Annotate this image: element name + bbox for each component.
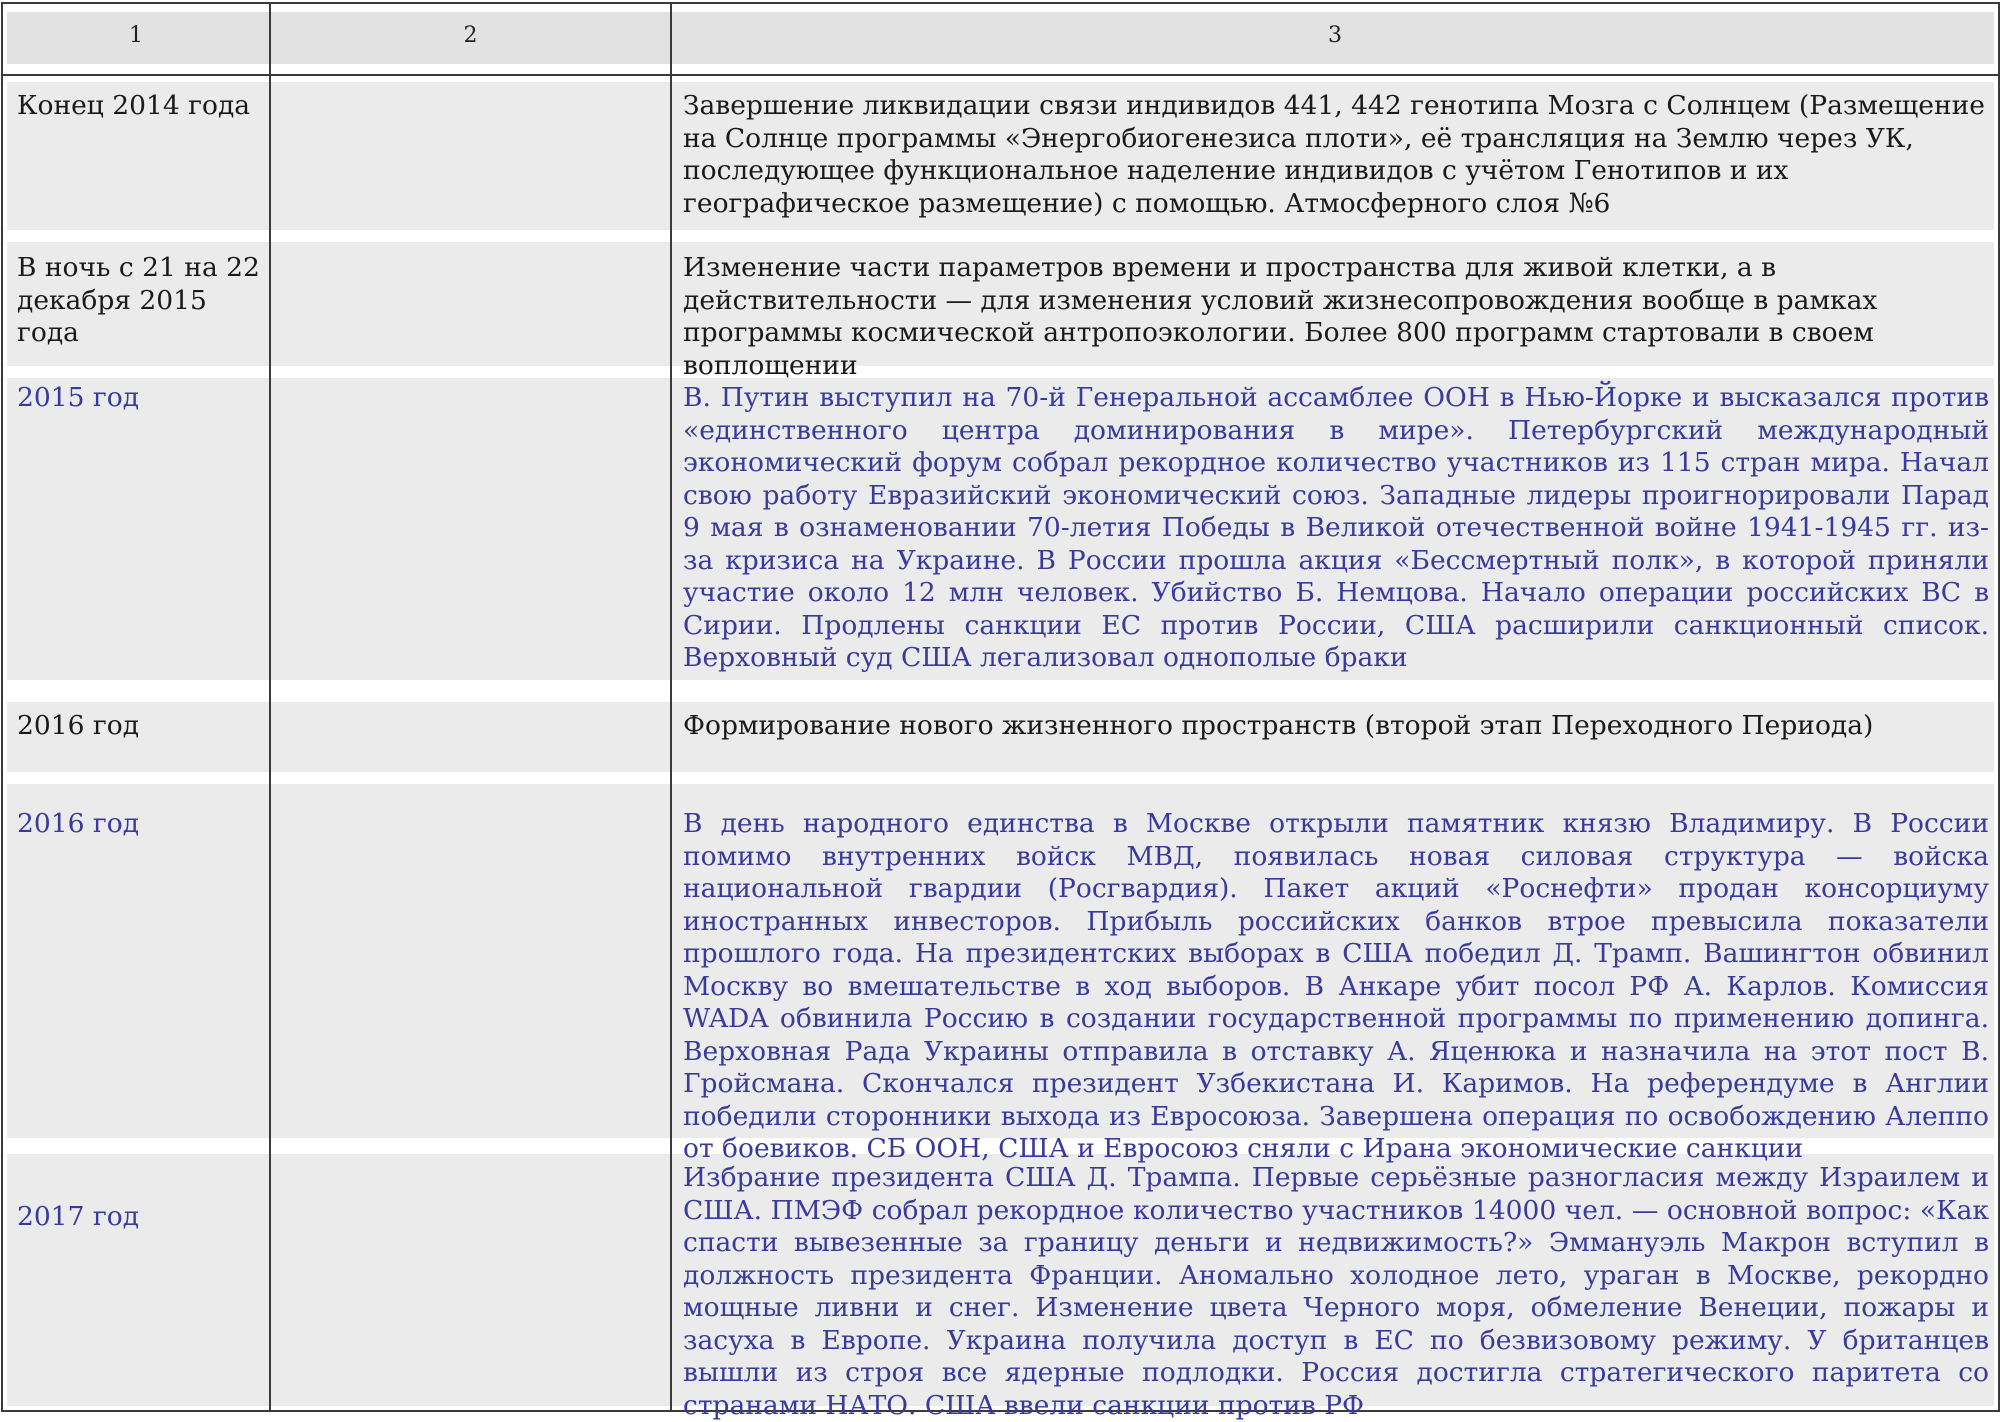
row-1-text: Завершение ликвидации связи индивидов 441, 442 генотипа Мозга с Солнцем (Размещение на Солнце программы «Энергобиогенезиса плоти», её трансляция на Землю через УК, последующее функциональное наделение индивидов с учётом Генотипов и их географическое размещение) с помощью. Атмосферного слоя №6	[683, 90, 1985, 219]
header-col-3: 3	[1328, 23, 1342, 48]
events-table	[1, 2, 2000, 1421]
row-4-text: Формирование нового жизненного пространств (второй этап Переходного Периода)	[683, 710, 1874, 741]
header-rule	[3, 74, 1998, 76]
row-2-text: Изменение части параметров времени и пространства для живой клетки, а в действительности — для изменения условий жизнесопровождения вообще в рамках программы космической антропоэкологии. Более 800 программ стартовали в своем воплощении	[683, 252, 1878, 381]
column-divider-2	[670, 4, 672, 1410]
row-5-text: В день народного единства в Москве открыли памятник князю Владимиру. В России помимо внутренних войск МВД, появилась новая силовая структура — войска национальной гвардии (Росгвардия). Пакет акций «Роснефти» продан консорциуму иностранных инвесторов. Прибыль российских банков втрое превысила показатели прошлого года. На президентских выборах в США победил Д. Трамп. Вашингтон обвинил Москву во вмешательстве в ход выборов. В Анкаре убит посол РФ А. Карлов. Комиссия WADA обвинила Россию в создании государственной программы по применению допинга. Верховная Рада Украины отправила в отставку А. Яценюка и назначила на этот пост В. Гройсмана. Скончался президент Узбекистана И. Каримов. На референдуме в Англии победили сторонники выхода из Евросоюза. Завершена операция по освобождению Алеппо от боевиков. СБ ООН, США и Евросоюз сняли с Ирана экономические санкции	[683, 808, 1989, 1164]
row-2-date: В ночь с 21 на 22 декабря 2015 года	[17, 252, 260, 348]
row-6-text: Избрание президента США Д. Трампа. Первые серьёзные разногласия между Израилем и США. ПМЭФ собрал рекордное количество участников 14000 чел. — основной вопрос: «Как спасти вывезенные за границу деньги и недвижимость?» Эммануэль Макрон вступил в должность президента Франции. Аномально холодное лето, ураган в Москве, рекордно мощные ливни и снег. Изменение цвета Черного моря, обмеление Венеции, пожары и засуха в Европе. Украина получила доступ в ЕС по безвизовому режиму. У британцев вышли из строя все ядерные подлодки. Россия достигла стратегического паритета со странами НАТО. США ввели санкции против РФ	[683, 1162, 1989, 1421]
row-5-date: 2016 год	[17, 808, 140, 839]
header-col-1: 1	[129, 23, 143, 48]
header-col-2: 2	[463, 23, 478, 48]
column-divider-1	[269, 4, 271, 1410]
row-1-date: Конец 2014 года	[17, 90, 251, 121]
row-6-date: 2017 год	[17, 1201, 140, 1232]
row-4-date: 2016 год	[17, 710, 140, 741]
row-3-text: В. Путин выступил на 70-й Генеральной ассамблее ООН в Нью-Йорке и высказался против «единственного центра доминирования в мире». Петербургский международный экономический форум собрал рекордное количество участников из 115 стран мира. Начал свою работу Евразийский экономический союз. Западные лидеры проигнорировали Парад 9 мая в ознаменовании 70-летия Победы в Великой отечественной войне 1941-1945 гг. из-за кризиса на Украине. В России прошла акция «Бессмертный полк», в которой приняли участие около 12 млн человек. Убийство Б. Немцова. Начало операции российских ВС в Сирии. Продлены санкции ЕС против России, США расширили санкционный список. Верховный суд США легализовал однополые браки	[683, 382, 1989, 673]
row-3-date: 2015 год	[17, 382, 140, 413]
